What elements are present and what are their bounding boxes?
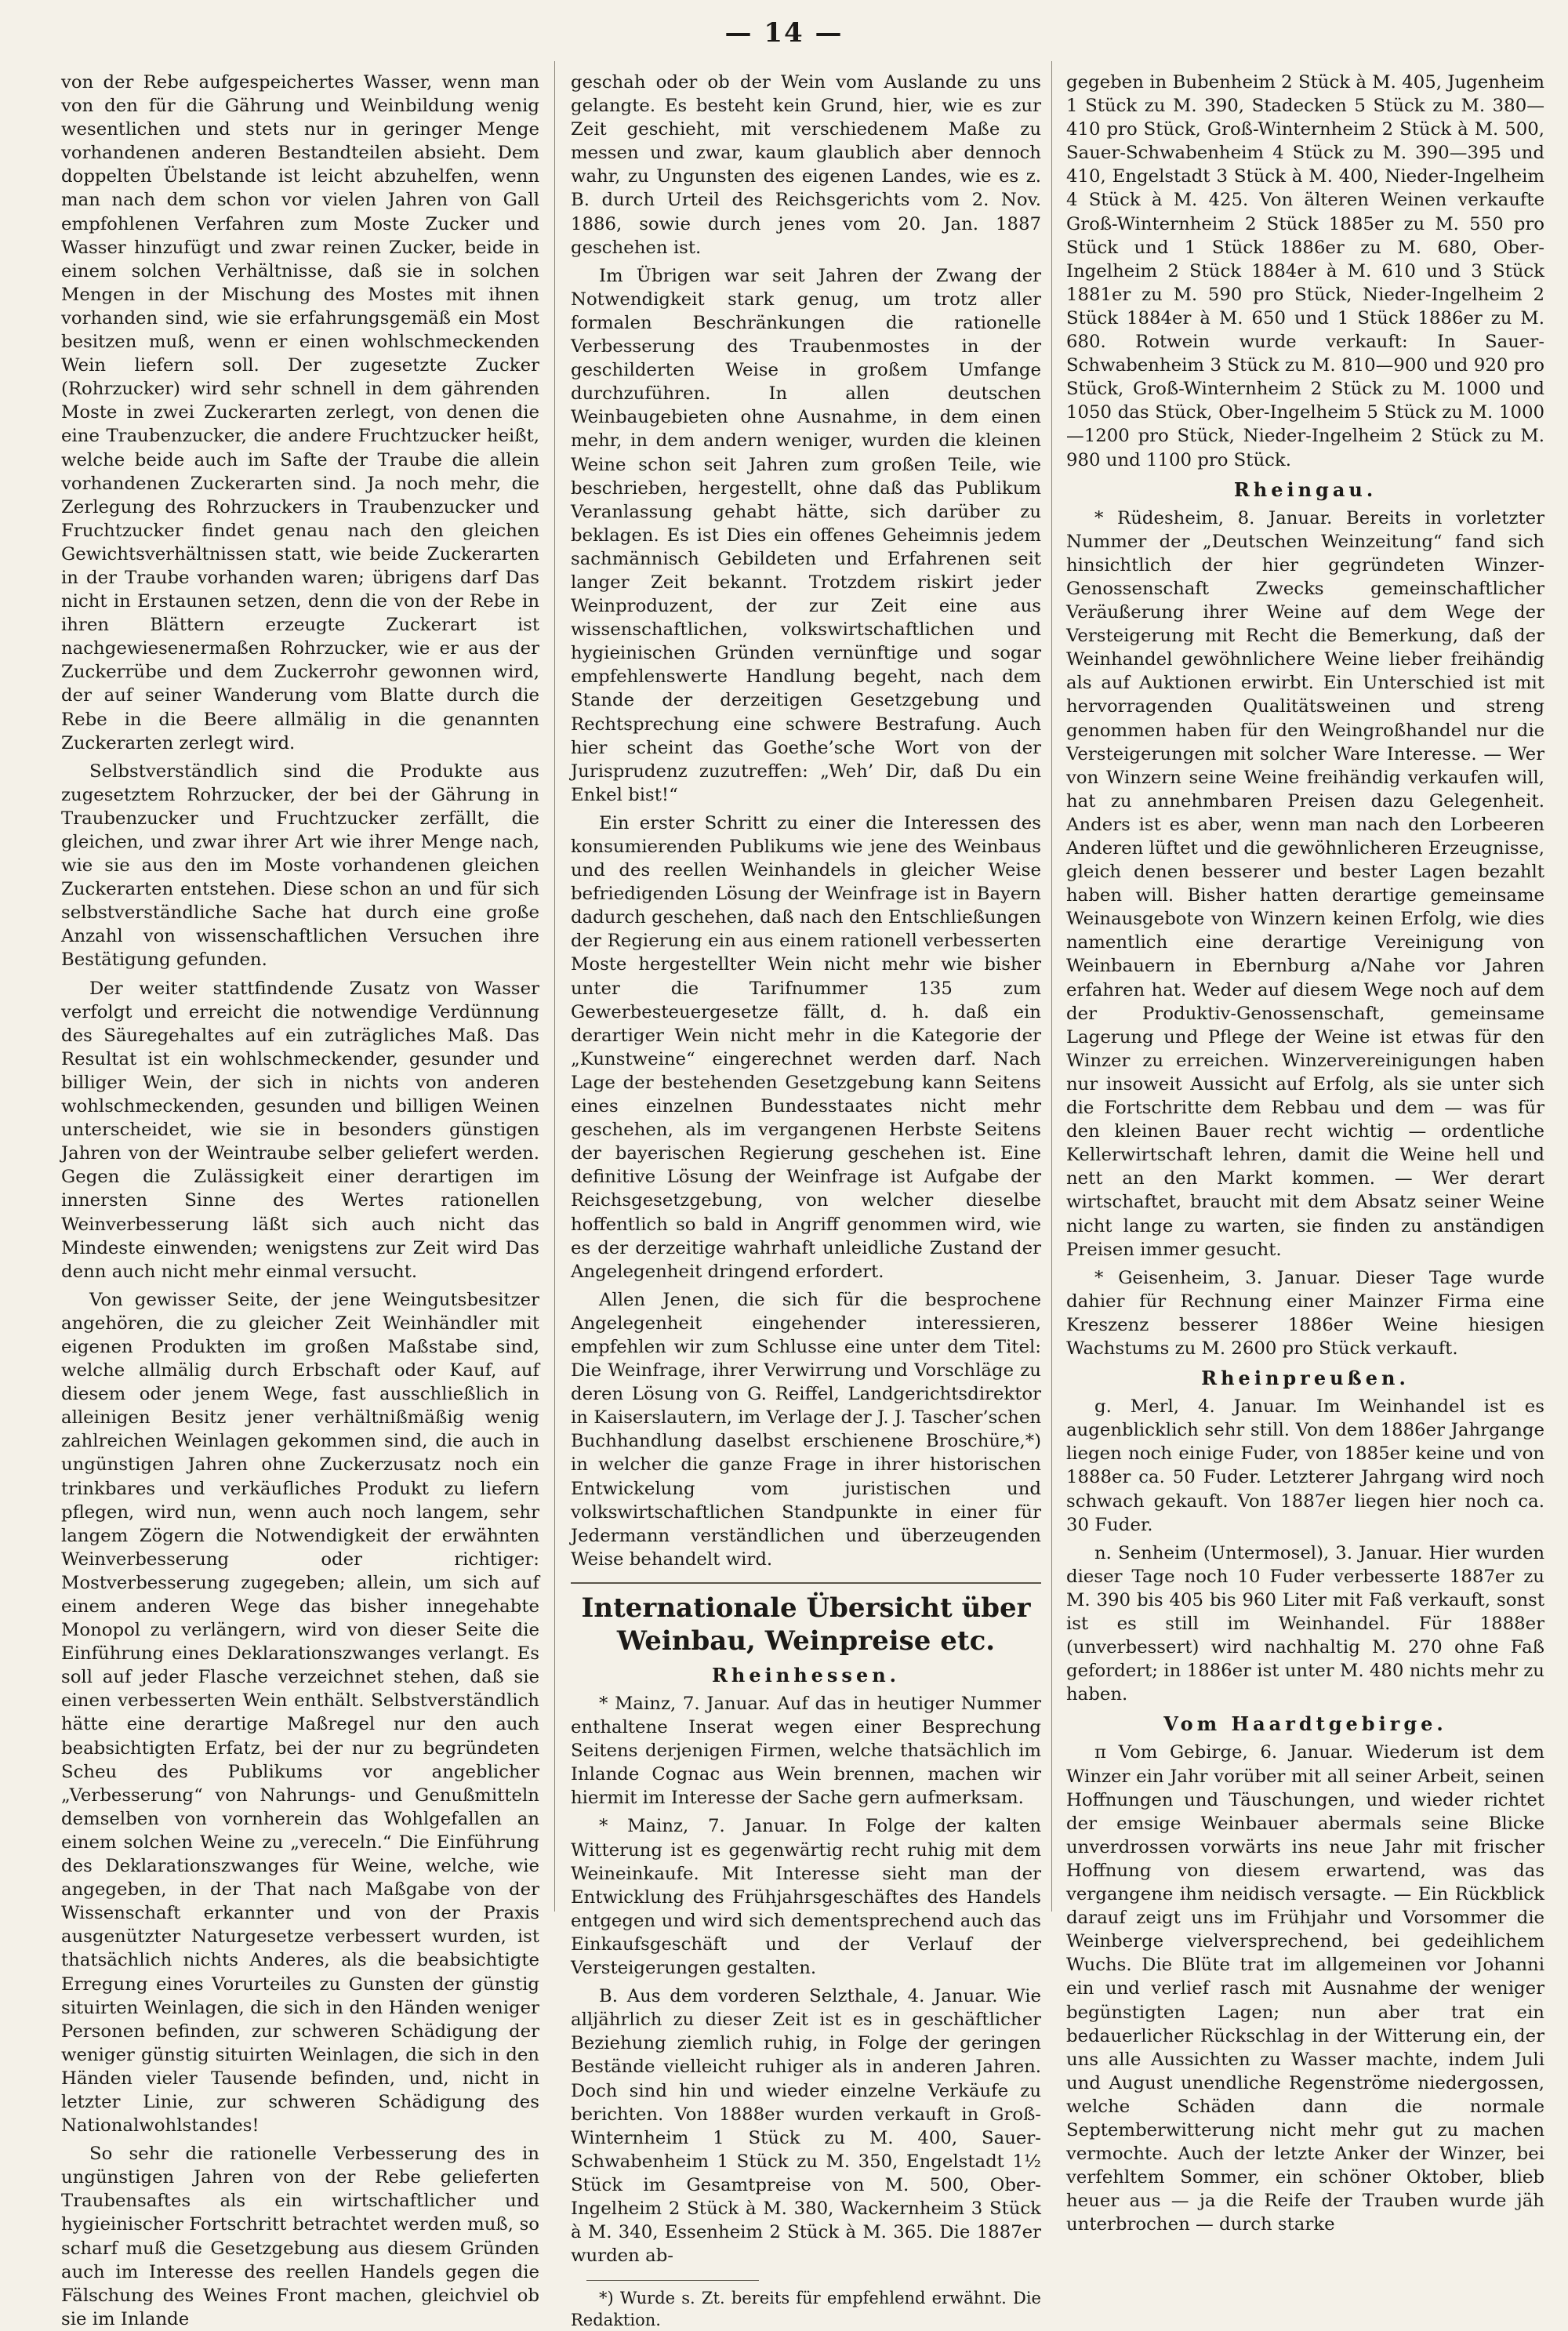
paragraph: von der Rebe aufgespeichertes Wasser, wenn man von den für die Gährung und Weinbildung wenig wesentlichen und stets nur in geringer Menge vorhandenen anderen Bestandteilen absieht. Dem doppelten Übelstande ist leicht abzuhelfen, wenn man nach dem schon vor vielen Jahren von Gall empfohlenen Verfahren zum Moste Zucker und Wasser hinzufügt und zwar reinen Zucker, beide in einem solchen Verhältnisse, daß sie in solchen Mengen in der Mischung des Mostes mit ihnen vorhanden sind, wie sie erfahrungsgemäß ein Most besitzen muß, wenn er einen wohlschmeckenden Wein liefern soll. Der zugesetzte Zucker (Rohrzucker) wird sehr schnell in dem gährenden Moste in zwei Zuckerarten zerlegt, von denen die eine Traubenzucker, die andere Fruchtzucker heißt, welche beide auch im Safte der Traube die allein vorhandenen Zuckerarten sind. Ja noch mehr, die Zerlegung des Rohrzuckers in Traubenzucker und Fruchtzucker findet genau nach den gleichen Gewichtsverhältnissen statt, wie beide Zuckerarten in der Traube vorhanden waren; übrigens darf Das nicht in Erstaunen setzen, denn die von der Rebe in ihren Blättern erzeugte Zuckerart ist nachgewiesenermaßen Rohrzucker, wie er aus der Zuckerrübe und dem Zuckerrohr gewonnen wird, der auf seiner Wanderung vom Blatte durch die Rebe in die Beere allmälig in die genannten Zuckerarten zerlegt wird.	[61, 72, 539, 753]
column-divider	[554, 61, 555, 1912]
section-title: Internationale Übersicht über Weinbau, Weinpreise etc.	[571, 1582, 1041, 1657]
paragraph: gegeben in Bubenheim 2 Stück à M. 405, Jugenheim 1 Stück zu M. 390, Stadecken 5 Stück zu M. 380—410 pro Stück, Groß-Winternheim 2 Stück à M. 500, Sauer-Schwabenheim 4 Stück zu M. 390—395 und 410, Engelstadt 3 Stück à M. 400, Nieder-Ingelheim 4 Stück à M. 425. Von älteren Weinen verkaufte Groß-Winternheim 2 Stück 1885er zu M. 550 pro Stück und 1 Stück 1886er zu M. 680, Ober-Ingelheim 2 Stück 1884er à M. 610 und 3 Stück 1881er zu M. 590 pro Stück, Nieder-Ingelheim 2 Stück 1884er à M. 650 und 1 Stück 1886er zu M. 680. Rotwein wurde verkauft: In Sauer-Schwabenheim 3 Stück zu M. 810—900 und 920 pro Stück, Groß-Winternheim 2 Stück zu M. 1000 und 1050 das Stück, Ober-Ingelheim 5 Stück zu M. 1000—1200 pro Stück, Nieder-Ingelheim 2 Stück zu M. 980 und 1100 pro Stück.	[1066, 72, 1544, 470]
footnote-divider	[586, 2280, 759, 2281]
news-report: * Mainz, 7. Januar. In Folge der kalten Witterung ist es gegenwärtig recht ruhig mit dem Weineinkaufe. Mit Interesse sieht man der Entwicklung des Frühjahrsgeschäftes des Handels entgegen und wird sich dementsprechend auch das Einkaufsgeschäft und der Verlauf der Versteigerungen gestalten.	[571, 1816, 1041, 1979]
paragraph: Von gewisser Seite, der jene Weingutsbesitzer angehören, die zu gleicher Zeit Weinhändler mit eigenen Produkten im großen Maßstabe sind, welche allmälig durch Erbschaft oder Kauf, auf diesem oder jenem Wege, fast ausschließlich in alleinigen Besitz jener verhältnißmäßig wenig zahlreichen Weinlagen gekommen sind, die auch in ungünstigen Jahren ohne Zuckerzusatz noch ein trinkbares und verkäufliches Produkt zu liefern pflegen, wird nun, wenn auch noch langem, sehr langem Zögern die Notwendigkeit der erwähnten Weinverbesserung oder richtiger: Mostverbesserung zugegeben; allein, um sich auf einem anderen Wege das bisher innegehabte Monopol zu verlängern, wird von dieser Seite die Einführung eines Deklarationszwanges verlangt. Es soll auf jeder Flasche verzeichnet stehen, daß sie einen verbesserten Wein enthält. Selbstverständlich hätte eine derartige Maßregel nur den auch beabsichtigten Erfatz, bei der nur zu begründeten Scheu des Publikums vor angeblicher „Verbesserung“ von Nahrungs- und Genußmitteln demselben von vornherein das Wohlgefallen an einem solchen Weine zu „vereceln.“ Die Einführung des Deklarationszwanges für Weine, welche, wie angegeben, in der That nach Maßgabe von der Wissenschaft erkannter und von der Praxis ausgenützter Naturgesetze verbessert wurden, ist thatsächlich nichts Anderes, als die beabsichtigte Erregung eines Vorurteiles zu Gunsten der günstig situirten Weinlagen, die sich in den Händen weniger Personen befinden, zur schweren Schädigung der weniger günstig situirten Weinlagen, die sich in den Händen vieler Tausende befinden, und, nicht in letzter Linie, zur schweren Schädigung des Nationalwohlstandes!	[61, 1289, 539, 2137]
paragraph: Im Übrigen war seit Jahren der Zwang der Notwendigkeit stark genug, um trotz aller formalen Beschränkungen die rationelle Verbesserung des Traubenmostes in der geschilderten Weise in großem Umfange durchzuführen. In allen deutschen Weinbaugebieten ohne Ausnahme, in dem einen mehr, in dem andern weniger, wurden die kleinen Weine schon seit Jahren zum großen Teile, wie beschrieben, hergestellt, ohne daß das Publikum Veranlassung gehabt hätte, sich darüber zu beklagen. Es ist Dies ein offenes Geheimnis jedem sachmännisch Gebildeten und Erfahrenen seit langer Zeit bekannt. Trotzdem riskirt jeder Weinproduzent, der zur Zeit eine aus wissenschaftlichen, volkswirtschaftlichen und hygieinischen Gründen vernünftige und sogar empfehlenswerte Handlung begeht, nach dem Stande der derzeitigen Gesetzgebung und Rechtsprechung eine schwere Bestrafung. Auch hier scheint das Goethe’sche Wort von der Jurisprudenz zuzutreffen: „Weh’ Dir, daß Du ein Enkel bist!“	[571, 265, 1041, 805]
paragraph: Selbstverständlich sind die Produkte aus zugesetztem Rohrzucker, der bei der Gährung in Traubenzucker und Fruchtzucker zerfällt, die gleichen, und zwar ihrer Art wie ihrer Menge nach, wie sie aus den im Moste vorhandenen gleichen Zuckerarten entstehen. Diese schon an und für sich selbstverständliche Sache hat durch eine große Anzahl von wissenschaftlichen Versuchen ihre Bestätigung gefunden.	[61, 761, 539, 971]
news-report: π Vom Gebirge, 6. Januar. Wiederum ist dem Winzer ein Jahr vorüber mit all seiner Arbeit, seinen Hoffnungen und Täuschungen, und wieder richtet der emsige Weinbauer abermals seine Blicke unverdrossen vorwärts ins neue Jahr mit frischer Hoffnung von diesem erwartend, was das vergangene ihm neidisch versagte. — Ein Rückblick darauf zeigt uns im Frühjahr und Vorsommer die Weinberge vielversprechend, bei gedeihlichem Wuchs. Die Blüte trat im allgemeinen vor Johanni ein und verlief rasch mit Ausnahme der weniger begünstigten Lagen; nun aber trat ein bedauerlicher Rückschlag in der Witterung ein, der uns alle Aussichten zu Wasser machte, indem Juli und August unendliche Regenströme niedergossen, welche Schäden dann die normale Septemberwitterung nicht mehr gut zu machen vermochte. Auch der letzte Anker der Winzer, bei verfehltem Sommer, ein schöner Oktober, blieb heuer aus — ja die Reife der Trauben wurde jäh unterbrochen — durch starke	[1066, 1742, 1544, 2235]
column-1	[61, 71, 539, 2331]
region-heading-rheinpreussen: Rheinpreußen.	[1201, 1367, 1410, 1390]
news-report: * Geisenheim, 3. Januar. Dieser Tage wurde dahier für Rechnung einer Mainzer Firma eine Kreszenz besserer 1886er Weine hiesigen Wachstums zu M. 2600 pro Stück verkauft.	[1066, 1267, 1544, 1359]
footnote: *) Wurde s. Zt. bereits für empfehlend erwähnt. Die Redaktion.	[571, 2289, 1041, 2330]
column-divider	[1051, 61, 1052, 1912]
paragraph: Ein erster Schritt zu einer die Interessen des konsumierenden Publikums wie jene des Weinbaus und des reellen Weinhandels in gleicher Weise befriedigenden Lösung der Weinfrage ist in Bayern dadurch geschehen, daß nach den Entschließungen der Regierung ein aus einem rationell verbesserten Moste hergestellter Wein nicht mehr wie bisher unter die Tarifnummer 135 zum Gewerbesteuergesetze fällt, d. h. daß ein derartiger Wein nicht mehr in die Kategorie der „Kunstweine“ eingerechnet werden darf. Nach Lage der bestehenden Gesetzgebung kann Seitens eines einzelnen Bundesstaates nicht mehr geschehen, als im vergangenen Herbste Seitens der bayerischen Regierung geschehen ist. Eine definitive Lösung der Weinfrage ist Aufgabe der Reichsgesetzgebung, von welcher dieselbe hoffentlich so bald in Angriff genommen wird, wie es der derzeitige wahrhaft unleidliche Zustand der Angelegenheit dringend erfordert.	[571, 812, 1041, 1282]
news-report: B. Aus dem vorderen Selzthale, 4. Januar. Wie alljährlich zu dieser Zeit ist es in geschäftlicher Beziehung ziemlich ruhig, in Folge der geringen Bestände vielleicht ruhiger als in anderen Jahren. Doch sind hin und wieder einzelne Verkäufe zu berichten. Von 1888er wurden verkauft in Groß-Winternheim 1 Stück zu M. 400, Sauer-Schwabenheim 1 Stück zu M. 350, Engelstadt 1½ Stück im Gesamtpreise von M. 500, Ober-Ingelheim 2 Stück à M. 380, Wackernheim 3 Stück à M. 340, Essenheim 2 Stück à M. 365. Die 1887er wurden ab-	[571, 1986, 1041, 2267]
paragraph: Der weiter stattfindende Zusatz von Wasser verfolgt und erreicht die notwendige Verdünnung des Säuregehaltes auf ein zuträgliches Maß. Das Resultat ist ein wohlschmeckender, gesunder und billiger Wein, der sich in nichts von anderen wohlschmeckenden, gesunden und billigen Weinen unterscheidet, wie sie in besonders günstigen Jahren von der Weintraube selber geliefert werden. Gegen die Zulässigkeit einer derartigen im innersten Sinne des Wertes rationellen Weinverbesserung läßt sich auch nicht das Mindeste einwenden; wenigstens zur Zeit wird Das denn auch nicht mehr einmal versucht.	[61, 978, 539, 1282]
news-report: * Mainz, 7. Januar. Auf das in heutiger Nummer enthaltene Inserat wegen einer Besprechung Seitens derjenigen Firmen, welche thatsächlich im Inlande Cognac aus Wein brennen, machen wir hiermit im Interesse der Sache gern aufmerksam.	[571, 1694, 1041, 1809]
news-report: g. Merl, 4. Januar. Im Weinhandel ist es augenblicklich sehr still. Von dem 1886er Jahrgange liegen noch einige Fuder, von 1885er keine und von 1888er ca. 50 Fuder. Letzterer Jahrgang wird noch schwach gekauft. Von 1887er liegen hier noch ca. 30 Fuder.	[1066, 1396, 1544, 1535]
page-number: — 14 —	[724, 17, 844, 49]
region-heading-rheingau: Rheingau.	[1233, 477, 1377, 501]
column-3	[1066, 71, 1544, 2236]
region-heading-rheinhessen: Rheinhessen.	[711, 1663, 901, 1687]
region-heading-haardt: Vom Haardtgebirge.	[1163, 1712, 1447, 1736]
column-2	[571, 71, 1041, 2331]
news-report: n. Senheim (Untermosel), 3. Januar. Hier wurden dieser Tage noch 10 Fuder verbesserte 1887er zu M. 390 bis 405 bis 960 Liter mit Faß verkauft, sonst ist es still im Weinhandel. Für 1888er (unverbessert) wird nachhaltig M. 270 ohne Faß gefordert; in 1886er ist unter M. 480 nichts mehr zu haben.	[1066, 1542, 1544, 1705]
paragraph: geschah oder ob der Wein vom Auslande zu uns gelangte. Es besteht kein Grund, hier, wie es zur Zeit geschieht, mit verschiedenem Maße zu messen und zwar, kaum glaublich aber dennoch wahr, zu Ungunsten des eigenen Landes, wie es z. B. durch Urteil des Reichsgerichts vom 2. Nov. 1886, sowie durch jenes vom 20. Jan. 1887 geschehen ist.	[571, 72, 1041, 258]
paragraph: Allen Jenen, die sich für die besprochene Angelegenheit eingehender interessieren, empfehlen wir zum Schlusse eine unter dem Titel: Die Weinfrage, ihrer Verwirrung und Vorschläge zu deren Lösung von G. Reiffel, Landgerichtsdirektor in Kaiserslautern, im Verlage der J. J. Tascher’schen Buchhandlung daselbst erschienene Broschüre,*) in welcher die ganze Frage in ihrer historischen Entwickelung vom juristischen und volkswirtschaftlichen Standpunkte in einer für Jedermann verständlichen und überzeugenden Weise behandelt wird.	[571, 1289, 1041, 1570]
paragraph: So sehr die rationelle Verbesserung des in ungünstigen Jahren von der Rebe gelieferten Traubensaftes als ein wirtschaftlicher und hygieinischer Fortschritt betrachtet werden muß, so scharf muß die Gesetzgebung aus diesem Gründen auch im Interesse des reellen Handels gegen die Fälschung des Weines Front machen, gleichviel ob sie im Inlande	[61, 2144, 539, 2329]
news-report: * Rüdesheim, 8. Januar. Bereits in vorletzter Nummer der „Deutschen Weinzeitung“ fand sich hinsichtlich der hier gegründeten Winzer-Genossenschaft Zwecks gemeinschaftlicher Veräußerung ihrer Weine auf dem Wege der Versteigerung mit Recht die Bemerkung, daß der Weinhandel gewöhnlichere Weine lieber freihändig als auf Auktionen erwirbt. Ein Unterschied ist mit hervorragenden Qualitätsweinen und streng genommen haben für den Weingroßhandel nur die Versteigerungen mit solcher Ware Interesse. — Wer von Winzern seine Weine freihändig verkaufen will, hat zu annehmbaren Preisen dazu Gelegenheit. Anders ist es aber, wenn man nach den Lorbeeren Anderen lüftet und die gewöhnlicheren Erzeugnisse, gleich denen besserer und bester Lagen bezahlt haben will. Bisher hatten derartige gemeinsame Weinausgebote von Winzern keinen Erfolg, wie dies namentlich eine derartige Vereinigung von Weinbauern in Ebernburg a/Nahe vor Jahren erfahren hat. Weder auf diesem Wege noch auf dem der Produktiv-Genossenschaft, gemeinsame Lagerung und Pflege der Weine ist etwas für den Winzer zu erreichen. Winzervereinigungen haben nur insoweit Aussicht auf Erfolg, als sie unter sich die Fortschritte dem Rebbau und dem — was für den kleinen Bauer recht wichtig — ordentliche Kellerwirtschaft lehren, damit die Weine hell und nett an den Markt kommen. — Wer derart wirtschaftet, braucht mit dem Absatz seiner Weine nicht lange zu warten, sie finden zu anständigen Preisen immer gesucht.	[1066, 507, 1544, 1260]
